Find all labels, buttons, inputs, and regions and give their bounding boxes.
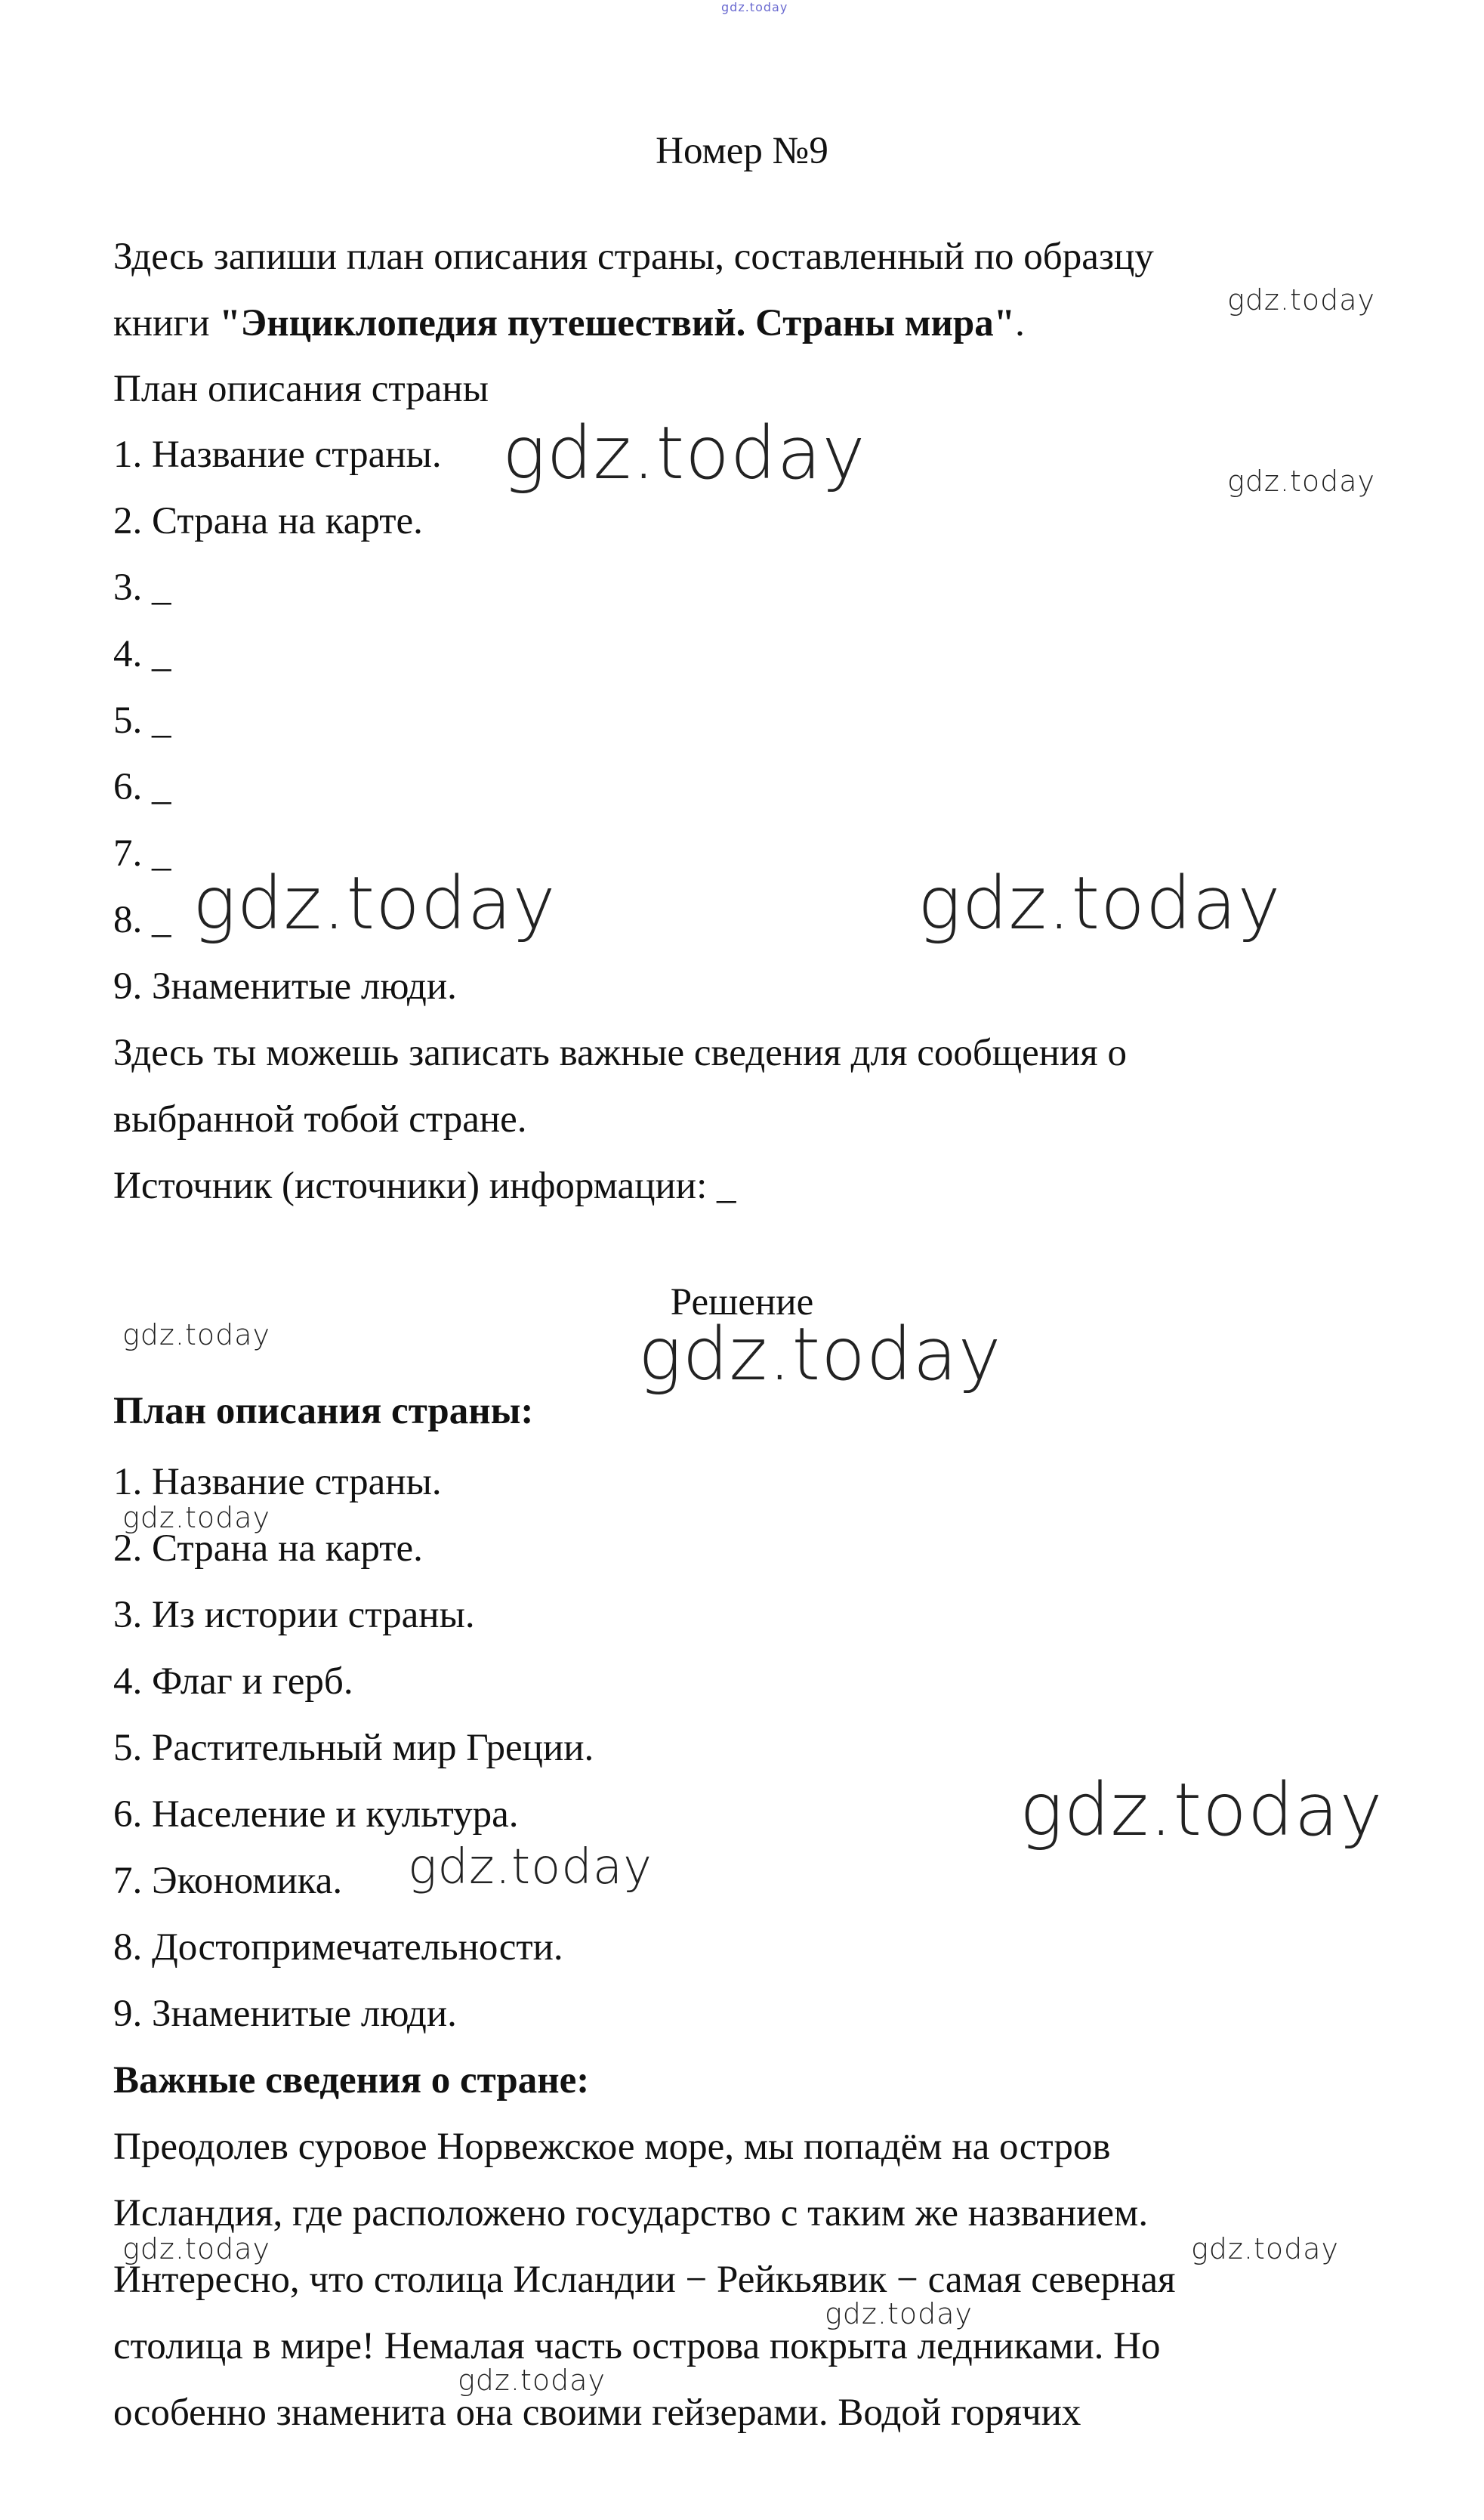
watermark: gdz.today bbox=[122, 1501, 270, 1534]
solution-plan-item: 1. Название страны. bbox=[113, 1461, 442, 1503]
facts-line: столица в мире! Немалая часть острова покрыта ледниками. Но bbox=[113, 2325, 1161, 2367]
plan-item: 8. _ bbox=[113, 899, 171, 941]
watermark: gdz.today bbox=[122, 1318, 270, 1351]
solution-plan-item: 8. Достопримечательности. bbox=[113, 1926, 563, 1969]
page-title: Номер №9 bbox=[656, 130, 828, 172]
facts-line: Преодолев суровое Норвежское море, мы попадём на остров bbox=[113, 2126, 1111, 2168]
task-line-1: Здесь запиши план описания страны, составленный по образцу bbox=[113, 236, 1154, 278]
facts-line: Интересно, что столица Исландии − Рейкьявик − самая северная bbox=[113, 2259, 1176, 2301]
watermark: gdz.today bbox=[1227, 465, 1375, 498]
plan-item: 1. Название страны. bbox=[113, 434, 442, 476]
watermark: gdz.today bbox=[122, 2232, 270, 2265]
facts-line: Исландия, где расположено государство с таким же названием. bbox=[113, 2192, 1149, 2234]
plan-heading: План описания страны bbox=[113, 368, 489, 410]
watermark: gdz.today bbox=[918, 861, 1282, 946]
watermark: gdz.today bbox=[502, 411, 866, 496]
watermark: gdz.today bbox=[193, 861, 557, 946]
plan-item: 4. _ bbox=[113, 633, 171, 675]
solution-heading: Решение bbox=[670, 1281, 814, 1323]
watermark: gdz.today bbox=[458, 2364, 606, 2397]
plan-item: 6. _ bbox=[113, 766, 171, 808]
facts-heading: Важные сведения о стране: bbox=[113, 2059, 590, 2102]
solution-plan-item: 3. Из истории страны. bbox=[113, 1594, 475, 1636]
task-line-2-prefix: книги bbox=[113, 302, 220, 344]
task-line-2 bbox=[113, 301, 1025, 346]
watermark: gdz.today bbox=[825, 2297, 973, 2330]
solution-plan-item: 7. Экономика. bbox=[113, 1860, 343, 1902]
plan-item: 3. _ bbox=[113, 567, 171, 609]
source-line: Источник (источники) информации: _ bbox=[113, 1165, 736, 1207]
watermark: gdz.today bbox=[1191, 2232, 1339, 2265]
plan-item: 7. _ bbox=[113, 832, 171, 875]
solution-plan-heading: План описания страны: bbox=[113, 1390, 534, 1432]
watermark: gdz.today bbox=[1020, 1768, 1384, 1852]
task-line-2-suffix: . bbox=[1015, 302, 1025, 344]
plan-item: 5. _ bbox=[113, 699, 171, 742]
plan-item: 2. Страна на карте. bbox=[113, 500, 423, 542]
solution-plan-item: 6. Население и культура. bbox=[113, 1793, 519, 1836]
solution-plan-item: 5. Растительный мир Греции. bbox=[113, 1727, 594, 1769]
plan-item: 9. Знаменитые люди. bbox=[113, 965, 457, 1008]
solution-plan-item: 4. Флаг и герб. bbox=[113, 1660, 353, 1703]
solution-plan-item: 2. Страна на карте. bbox=[113, 1527, 423, 1570]
note-line-2: выбранной тобой стране. bbox=[113, 1098, 527, 1141]
book-title: "Энциклопедия путешествий. Страны мира" bbox=[219, 302, 1016, 344]
solution-plan-item: 9. Знаменитые люди. bbox=[113, 1993, 457, 2035]
facts-line: особенно знаменита она своими гейзерами. Водой горячих bbox=[113, 2392, 1081, 2434]
watermark: gdz.today bbox=[638, 1312, 1002, 1397]
watermark-tiny: gdz.today bbox=[721, 0, 788, 14]
note-line-1: Здесь ты можешь записать важные сведения для сообщения о bbox=[113, 1032, 1128, 1074]
watermark: gdz.today bbox=[408, 1839, 653, 1895]
watermark: gdz.today bbox=[1227, 283, 1375, 317]
